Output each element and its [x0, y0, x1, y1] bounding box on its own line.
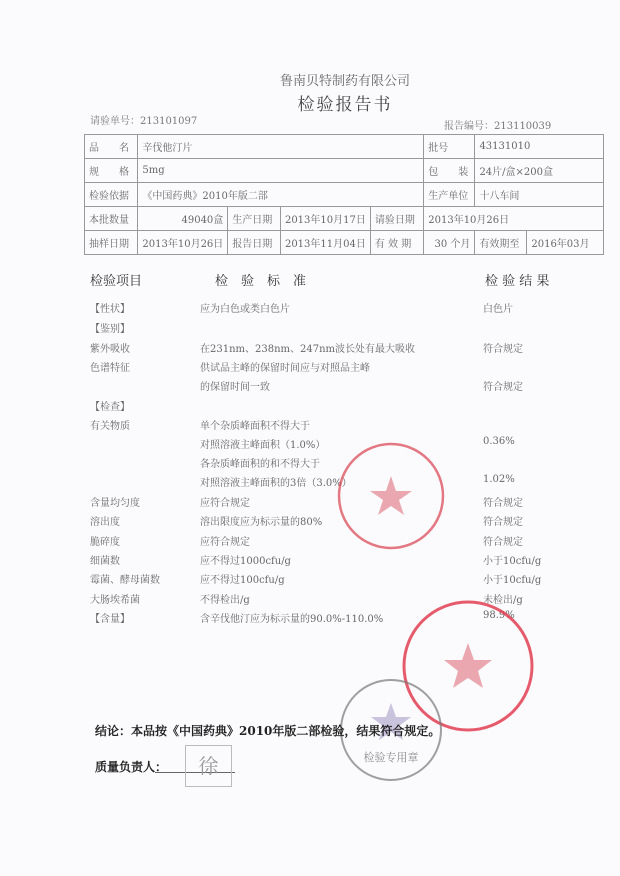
row-standard: 的保留时间一致	[200, 382, 270, 393]
request-date: 2013年10月26日	[424, 207, 604, 231]
request-no-value: 213101097	[140, 116, 198, 127]
name-label: 品 名	[85, 135, 138, 159]
spec-label: 规 格	[85, 159, 138, 183]
signer-label: 质量负责人：	[95, 760, 168, 774]
batch-number: 43131010	[475, 135, 604, 159]
row-standard: 应不得过100cfu/g	[200, 575, 285, 586]
row-item: 脆碎度	[90, 537, 120, 548]
row-standard: 对照溶液主峰面积的3倍（3.0%）	[200, 478, 352, 489]
row-standard: 应符合规定	[200, 537, 250, 548]
report-number	[444, 117, 551, 132]
row-standard: 应不得过1000cfu/g	[200, 556, 291, 567]
signature: 徐	[185, 745, 232, 787]
request-number	[90, 112, 197, 127]
expiry-label: 有效期至	[475, 231, 527, 255]
validity: 30 个月	[424, 231, 475, 255]
company-name: 鲁南贝特制药有限公司	[279, 74, 410, 89]
product-info-table	[84, 134, 604, 255]
sample-date-label: 抽样日期	[85, 231, 138, 255]
row-item: 大肠埃希菌	[90, 595, 140, 606]
row-result: 未检出/g	[483, 595, 523, 606]
quantity: 49040盒	[138, 207, 228, 231]
unit-label: 生产单位	[424, 183, 475, 207]
spec: 5mg	[138, 159, 424, 183]
report-no-value: 213110039	[494, 121, 552, 132]
header-standard: 检 验 标 准	[215, 274, 307, 289]
prod-date-label: 生产日期	[228, 207, 281, 231]
req-date-label: 请验日期	[370, 207, 423, 231]
pack-label: 包 装	[424, 159, 475, 183]
row-result: 符合规定	[483, 498, 523, 509]
row-item: 有关物质	[90, 421, 130, 432]
red-stamp-quality-dept	[335, 440, 447, 552]
packaging: 24片/盒×200盒	[475, 159, 604, 183]
row-item: 【含量】	[90, 614, 130, 625]
qty-label: 本批数量	[85, 207, 138, 231]
row-result: 符合规定	[483, 537, 523, 548]
header-item: 检验项目	[90, 274, 143, 289]
row-item: 细菌数	[90, 556, 120, 567]
report-date: 2013年11月04日	[280, 231, 370, 255]
row-standard: 在231nm、238nm、247nm波长处有最大吸收	[200, 344, 416, 355]
row-item: 溶出度	[90, 517, 120, 528]
row-result: 符合规定	[483, 382, 523, 393]
product-name: 辛伐他汀片	[138, 135, 424, 159]
row-standard: 不得检出/g	[200, 595, 250, 606]
report-title: 检验报告书	[297, 95, 393, 115]
row-standard: 供试品主峰的保留时间应与对照品主峰	[200, 363, 370, 374]
production-date: 2013年10月17日	[280, 207, 370, 231]
header-result: 检 验 结 果	[485, 274, 550, 289]
row-standard: 含辛伐他汀应为标示量的90.0%-110.0%	[200, 614, 384, 625]
report-date-label: 报告日期	[228, 231, 281, 255]
row-result: 小于10cfu/g	[483, 556, 542, 567]
row-item: 【性状】	[90, 304, 130, 315]
basis-label: 检验依据	[85, 183, 138, 207]
basis: 《中国药典》2010年版二部	[138, 183, 424, 207]
row-result: 0.36%	[483, 436, 515, 447]
production-unit: 十八车间	[475, 183, 604, 207]
report-no-label: 报告编号：	[444, 121, 494, 132]
row-standard: 应为白色或类白色片	[200, 304, 290, 315]
row-item: 【鉴别】	[90, 324, 130, 335]
validity-label: 有 效 期	[370, 231, 423, 255]
row-result: 白色片	[483, 304, 513, 315]
row-result: 小于10cfu/g	[483, 575, 542, 586]
row-standard: 单个杂质峰面积不得大于	[200, 421, 310, 432]
row-item: 紫外吸收	[90, 344, 130, 355]
row-result: 符合规定	[483, 344, 523, 355]
row-result: 符合规定	[483, 517, 523, 528]
batch-label: 批号	[424, 135, 475, 159]
row-result: 1.02%	[483, 474, 515, 485]
row-item: 【检查】	[90, 402, 130, 413]
row-standard: 应符合规定	[200, 498, 250, 509]
row-standard: 对照溶液主峰面积（1.0%）	[200, 440, 326, 451]
conclusion: 结论：本品按《中国药典》2010年版二部检验，结果符合规定。	[95, 724, 441, 738]
row-result: 98.9%	[483, 610, 515, 621]
request-no-label: 请验单号：	[90, 116, 140, 127]
row-item: 含量均匀度	[90, 498, 140, 509]
seal-text: 检验专用章	[363, 751, 419, 764]
expiry-date: 2016年03月	[527, 231, 604, 255]
row-item: 霉菌、酵母菌数	[90, 575, 160, 586]
row-standard: 溶出限度应为标示量的80%	[200, 517, 323, 528]
sample-date: 2013年10月26日	[138, 231, 228, 255]
row-standard: 各杂质峰面积的和不得大于	[200, 459, 320, 470]
row-item: 色谱特征	[90, 363, 130, 374]
